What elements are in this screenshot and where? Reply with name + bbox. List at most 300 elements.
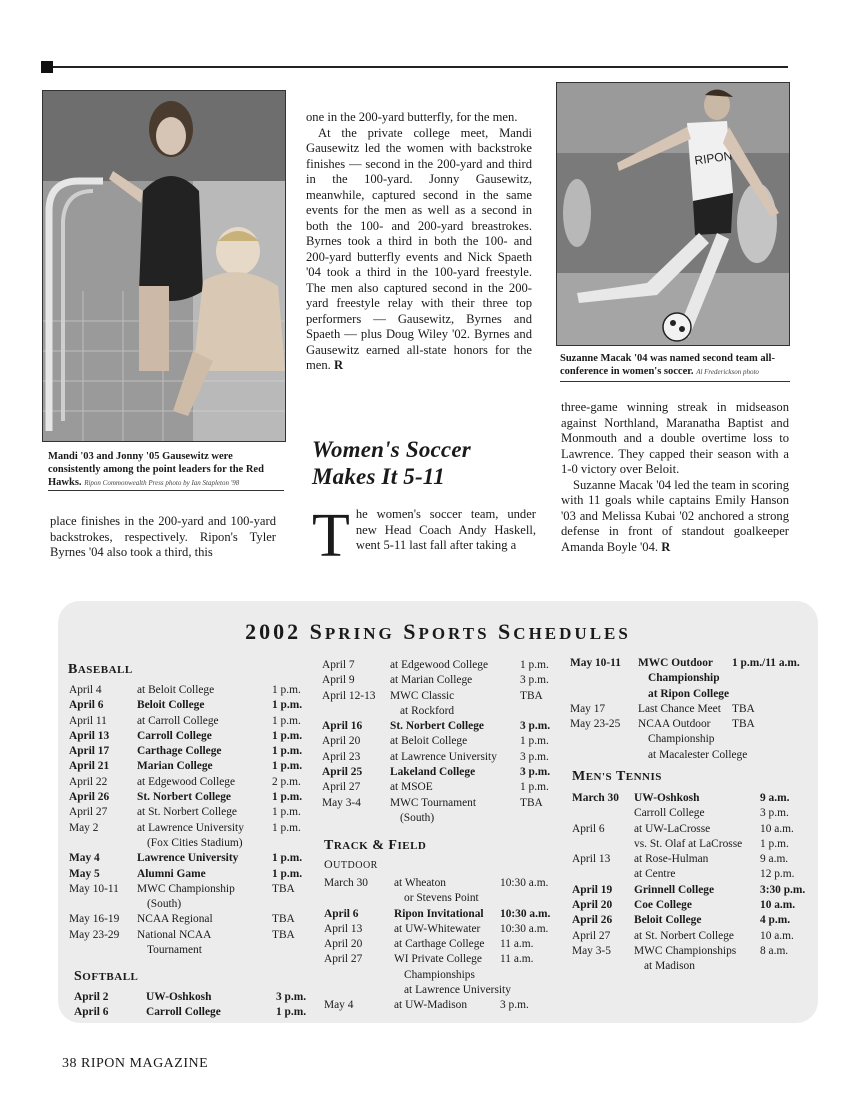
schedule-opponent bbox=[390, 658, 488, 673]
schedule-opponent-line: Carroll College bbox=[137, 729, 212, 742]
schedule-row bbox=[322, 796, 562, 827]
schedule-opponent-line: MWC Outdoor bbox=[638, 657, 713, 669]
schedule-opponent bbox=[638, 702, 721, 717]
soccer-headline: Women's Soccer Makes It 5-11 bbox=[312, 437, 471, 489]
schedule-opponent-line: MWC Championship bbox=[137, 882, 235, 895]
subheading-rest: UTDOOR bbox=[333, 860, 378, 871]
jersey-text: RIPON bbox=[693, 148, 734, 168]
swimmers-photo-credit: Ripon Commonwealth Press photo by Ian Stapleton '98 bbox=[84, 479, 240, 487]
schedule-row bbox=[572, 822, 812, 837]
schedule-time: TBA bbox=[732, 718, 755, 731]
heading-initial: T bbox=[324, 838, 334, 853]
soccer-photo bbox=[556, 82, 790, 346]
schedule-row bbox=[74, 990, 314, 1005]
schedule-time: 11 a.m. bbox=[500, 953, 534, 966]
heading-rest: RACK bbox=[333, 840, 369, 852]
schedule-opponent bbox=[394, 952, 511, 998]
schedule-row bbox=[570, 656, 810, 702]
schedule-opponent-line: Alumni Game bbox=[137, 867, 206, 880]
schedule-opponent bbox=[634, 852, 708, 867]
schedule-opponent bbox=[394, 922, 480, 937]
schedule-date: April 26 bbox=[572, 914, 613, 927]
schedule-row bbox=[324, 937, 564, 952]
schedule-row bbox=[572, 944, 812, 975]
schedule-time: 12 p.m. bbox=[760, 868, 795, 881]
schedule-opponent bbox=[137, 912, 213, 927]
heading-rest: EN'S bbox=[585, 771, 613, 783]
schedule-time: 1 p.m. bbox=[272, 791, 303, 804]
schedule-opponent-line: Beloit College bbox=[137, 699, 205, 712]
heading-initial: & bbox=[372, 838, 385, 853]
schedule-row bbox=[572, 883, 812, 898]
schedule-opponent bbox=[634, 867, 675, 882]
schedule-row bbox=[322, 658, 562, 673]
schedule-opponent bbox=[390, 689, 454, 720]
schedule-date: May 10-11 bbox=[570, 657, 621, 669]
schedule-date: May 3-4 bbox=[322, 796, 361, 809]
swimmers-photo bbox=[42, 90, 286, 442]
schedule-row bbox=[322, 734, 562, 749]
schedule-opponent-line: Tournament bbox=[147, 944, 202, 957]
schedule-time: 4 p.m. bbox=[760, 914, 791, 927]
softball-heading bbox=[74, 969, 138, 985]
schedule-opponent bbox=[137, 882, 235, 913]
column-2-paragraph-2: At the private college meet, Mandi Gausewitz led the women with backstroke finishes — second in the 200-yard and third in the 100-yard. Jonny Gausewitz, meanwhile, captured second in the same events for the men as well as a second in both the 100- and 200-yard breastrokes. Byrnes took a third in both the 100- and 200-yard butterfly events and Nick Spaeth '04 took a third in the 100-yard freestyle. The men also captured second in the 200-yard freestyle relay with their three top performers — Gausewitz, Byrnes and Spaeth — plus Doug Wiley '02. Byrnes and Gausewitz earned all-state honors for the men. bbox=[306, 125, 532, 372]
schedule-time: 1 p.m. bbox=[272, 729, 303, 742]
schedule-date: April 13 bbox=[69, 729, 110, 742]
schedule-date: April 13 bbox=[324, 922, 363, 935]
schedule-date: April 9 bbox=[322, 674, 355, 687]
schedule-date: May 4 bbox=[324, 999, 354, 1012]
schedule-row bbox=[322, 689, 562, 720]
header-rule bbox=[53, 66, 788, 68]
schedule-opponent-line: at Lawrence University bbox=[404, 984, 511, 997]
swimmers-caption-rule bbox=[48, 490, 284, 491]
schedule-opponent-line: at UW-LaCrosse bbox=[634, 822, 711, 835]
schedule-time: 1 p.m. bbox=[272, 852, 303, 865]
schedule-opponent bbox=[394, 907, 484, 922]
schedule-time: 10:30 a.m. bbox=[500, 877, 549, 889]
schedule-title-initial: S bbox=[498, 619, 514, 644]
schedule-opponent bbox=[394, 876, 479, 907]
schedule-opponent bbox=[137, 867, 206, 882]
schedule-row bbox=[69, 851, 309, 866]
schedule-row bbox=[322, 750, 562, 765]
schedule-date: May 10-11 bbox=[69, 882, 119, 895]
schedule-date: April 12-13 bbox=[322, 689, 376, 702]
subheading-initial: O bbox=[324, 857, 334, 871]
schedule-date: April 23 bbox=[322, 750, 361, 763]
tennis-schedule bbox=[572, 791, 812, 975]
schedule-time: 1 p.m. bbox=[276, 1006, 307, 1019]
schedule-title-word-2 bbox=[403, 619, 489, 644]
schedule-opponent bbox=[394, 998, 467, 1013]
soccer-photo-credit: Al Frederickson photo bbox=[696, 368, 759, 376]
schedule-opponent bbox=[634, 944, 736, 975]
schedule-date: May 23-29 bbox=[69, 928, 120, 941]
schedule-opponent bbox=[634, 837, 742, 852]
schedule-opponent bbox=[394, 937, 484, 952]
schedule-opponent bbox=[390, 719, 484, 734]
schedule-opponent-line: at Beloit College bbox=[390, 735, 468, 748]
schedule-time: 3 p.m. bbox=[500, 999, 529, 1012]
schedule-opponent-line: MWC Tournament bbox=[390, 796, 476, 809]
schedule-opponent bbox=[137, 928, 211, 959]
schedule-time: 1 p.m. bbox=[520, 659, 549, 671]
schedule-opponent bbox=[137, 759, 213, 774]
schedule-date: May 23-25 bbox=[570, 718, 621, 731]
schedule-opponent-line: MWC Championships bbox=[634, 944, 737, 957]
schedule-date: April 6 bbox=[69, 699, 104, 712]
schedule-opponent-line: at UW-Madison bbox=[394, 999, 468, 1012]
schedule-row bbox=[69, 775, 309, 790]
schedule-opponent-line: at Rockford bbox=[400, 704, 455, 717]
schedule-row bbox=[322, 780, 562, 795]
schedule-opponent-line: Carroll College bbox=[634, 807, 705, 820]
schedule-opponent bbox=[634, 791, 699, 806]
schedule-row bbox=[570, 702, 810, 717]
schedule-opponent bbox=[137, 851, 238, 866]
schedule-date: April 27 bbox=[69, 806, 108, 819]
schedule-time: 1 p.m. bbox=[520, 735, 549, 748]
schedule-row bbox=[322, 765, 562, 780]
schedule-opponent-line: St. Norbert College bbox=[390, 720, 484, 733]
schedule-date: April 25 bbox=[322, 766, 363, 779]
schedule-time: 3 p.m. bbox=[520, 720, 551, 733]
heading-rest: ASEBALL bbox=[77, 664, 133, 676]
page-number: 38 bbox=[62, 1056, 77, 1071]
magazine-name: RIPON MAGAZINE bbox=[81, 1056, 209, 1071]
schedule-opponent-line: at Macalester College bbox=[648, 748, 748, 761]
schedule-opponent-line: Championship bbox=[648, 733, 715, 746]
schedule-opponent bbox=[638, 656, 729, 702]
schedule-row bbox=[572, 929, 812, 944]
schedule-row bbox=[69, 867, 309, 882]
schedule-row bbox=[69, 912, 309, 927]
schedule-title-rest: PRING bbox=[324, 624, 395, 643]
heading-initial: S bbox=[74, 969, 83, 984]
schedule-title-word-3 bbox=[498, 619, 631, 644]
track-schedule-continued bbox=[570, 656, 810, 763]
schedule-opponent-line: vs. St. Olaf at LaCrosse bbox=[634, 837, 743, 850]
schedule-opponent-line: Coe College bbox=[634, 899, 692, 912]
schedule-date: May 2 bbox=[69, 821, 99, 834]
schedule-opponent bbox=[390, 796, 476, 827]
schedule-opponent-line: Carthage College bbox=[137, 745, 222, 758]
schedule-opponent-line: Lakeland College bbox=[390, 766, 476, 779]
schedule-time: 10 a.m. bbox=[760, 822, 794, 835]
schedule-time: 3:30 p.m. bbox=[760, 883, 806, 896]
schedule-opponent-line: at Madison bbox=[644, 960, 695, 973]
schedule-opponent-line: Carroll College bbox=[146, 1006, 221, 1019]
schedule-row bbox=[322, 719, 562, 734]
schedule-date: May 3-5 bbox=[572, 944, 611, 957]
schedule-opponent bbox=[634, 898, 692, 913]
schedule-date: April 27 bbox=[324, 953, 363, 966]
tennis-heading bbox=[572, 769, 662, 785]
schedule-time: 1 p.m. bbox=[272, 684, 301, 696]
schedule-title bbox=[58, 619, 818, 645]
schedule-time: 1 p.m. bbox=[272, 699, 303, 712]
softball-schedule bbox=[74, 990, 314, 1021]
schedule-opponent-line: (Fox Cities Stadium) bbox=[147, 836, 243, 849]
schedule-time: TBA bbox=[272, 882, 295, 895]
schedule-row bbox=[572, 837, 812, 852]
schedule-opponent bbox=[137, 790, 231, 805]
soccer-dropcap: T bbox=[312, 502, 350, 570]
schedule-opponent bbox=[390, 673, 472, 688]
soccer-caption-rule bbox=[560, 381, 790, 382]
heading-rest: IELD bbox=[397, 840, 427, 852]
column-2-text bbox=[306, 110, 532, 374]
schedule-opponent bbox=[634, 913, 701, 928]
schedule-time: TBA bbox=[272, 913, 295, 926]
schedule-opponent-line: St. Norbert College bbox=[137, 791, 231, 804]
schedule-date: April 22 bbox=[69, 775, 108, 788]
schedule-date: May 4 bbox=[69, 852, 100, 865]
schedule-opponent bbox=[146, 1005, 221, 1020]
schedule-row bbox=[69, 882, 309, 913]
column-1-text bbox=[50, 514, 276, 561]
schedule-opponent-line: at Beloit College bbox=[137, 684, 215, 696]
schedule-date: May 5 bbox=[69, 867, 100, 880]
track-subheading bbox=[324, 857, 378, 872]
schedule-opponent bbox=[137, 714, 219, 729]
schedule-opponent-line: at Centre bbox=[634, 868, 676, 881]
soccer-intro-text: he women's soccer team, under new Head Coach Andy Haskell, went 5-11 last fall after taking a bbox=[355, 507, 536, 552]
soccer-intro bbox=[312, 502, 536, 570]
schedule-date: April 20 bbox=[572, 899, 613, 912]
schedule-opponent bbox=[390, 765, 475, 780]
schedule-date: April 13 bbox=[572, 853, 611, 866]
baseball-schedule bbox=[69, 683, 309, 958]
schedule-opponent-line: at Carroll College bbox=[137, 714, 219, 727]
schedule-time: 1 p.m. bbox=[272, 806, 301, 819]
schedule-row bbox=[324, 907, 564, 922]
schedule-date: April 16 bbox=[322, 720, 363, 733]
schedule-date: April 17 bbox=[69, 745, 110, 758]
column-3-paragraph-1: three-game winning streak in midseason against Northland, Maranatha Baptist and Monmouth and a double overtime loss to Lawrence. They capped their season with a 1-0 victory over Beloit. bbox=[561, 400, 789, 476]
schedule-time: 3 p.m. bbox=[520, 766, 551, 779]
column-3-paragraph-2: Suzanne Macak '04 led the team in scoring with 11 goals while captains Emily Hanson '03 and Melissa Kubai '02 anchored a strong defense in front of standout goalkeeper Amanda Boyle '04. bbox=[561, 477, 789, 554]
schedule-row bbox=[69, 714, 309, 729]
schedule-opponent-line: Grinnell College bbox=[634, 883, 715, 896]
schedule-time: 11 a.m. bbox=[500, 938, 534, 951]
header-rule-block bbox=[41, 61, 53, 73]
schedule-opponent-line: at Lawrence University bbox=[390, 750, 497, 763]
schedule-opponent-line: UW-Oshkosh bbox=[634, 792, 700, 804]
track-heading bbox=[324, 838, 426, 854]
schedule-row bbox=[324, 998, 564, 1013]
schedule-date: April 26 bbox=[69, 791, 110, 804]
schedule-opponent bbox=[137, 683, 214, 698]
schedule-time: 1 p.m. bbox=[272, 714, 301, 727]
schedule-opponent-line: at Wheaton bbox=[394, 877, 446, 889]
schedule-time: TBA bbox=[520, 689, 543, 702]
heading-initial: T bbox=[615, 769, 626, 784]
schedule-time: 10 a.m. bbox=[760, 929, 794, 942]
schedule-opponent-line: Championship bbox=[648, 672, 720, 685]
swimmers-caption bbox=[48, 450, 286, 490]
column-3-endmark: R bbox=[661, 539, 671, 554]
column-2-paragraph-1: one in the 200-yard butterfly, for the men. bbox=[306, 110, 518, 124]
schedule-opponent-line: Championships bbox=[404, 968, 475, 981]
schedule-title-initial: S bbox=[309, 619, 325, 644]
schedule-opponent-line: (South) bbox=[147, 898, 182, 911]
schedule-time: 1 p.m. bbox=[272, 760, 303, 773]
schedule-row bbox=[572, 913, 812, 928]
schedule-time: 10:30 a.m. bbox=[500, 907, 551, 920]
schedule-time: 1 p.m. bbox=[272, 745, 303, 758]
schedule-row bbox=[69, 759, 309, 774]
schedule-opponent-line: (South) bbox=[400, 811, 435, 824]
schedule-opponent-line: at Rose-Hulman bbox=[634, 853, 709, 866]
schedule-opponent bbox=[137, 729, 212, 744]
schedule-opponent-line: at MSOE bbox=[390, 781, 433, 794]
schedule-date: April 19 bbox=[572, 883, 613, 896]
schedule-opponent-line: NCAA Outdoor bbox=[638, 718, 711, 731]
schedule-date: April 2 bbox=[74, 991, 109, 1003]
schedule-time: 8 a.m. bbox=[760, 944, 789, 957]
schedule-date: April 20 bbox=[324, 938, 363, 951]
schedule-opponent bbox=[137, 744, 221, 759]
schedule-opponent-line: UW-Oshkosh bbox=[146, 991, 212, 1003]
heading-initial: M bbox=[572, 769, 586, 784]
schedule-time: 10:30 a.m. bbox=[500, 922, 549, 935]
swimmers-illustration bbox=[43, 91, 285, 441]
schedule-opponent-line: at Edgewood College bbox=[137, 775, 236, 788]
schedule-time: TBA bbox=[272, 928, 295, 941]
soccer-caption bbox=[560, 352, 792, 379]
schedule-time: 9 a.m. bbox=[760, 792, 790, 804]
schedule-row bbox=[572, 791, 812, 806]
schedule-row bbox=[572, 852, 812, 867]
soccer-illustration bbox=[557, 83, 789, 345]
schedule-time: TBA bbox=[732, 702, 755, 715]
schedule-opponent-line: Beloit College bbox=[634, 914, 702, 927]
schedule-row bbox=[572, 806, 812, 821]
schedule-opponent bbox=[634, 929, 734, 944]
schedule-time: 1 p.m. bbox=[272, 867, 303, 880]
heading-rest: OFTBALL bbox=[82, 971, 139, 983]
schedule-opponent-line: MWC Classic bbox=[390, 689, 455, 702]
schedule-row bbox=[322, 673, 562, 688]
schedule-title-rest: PORTS bbox=[418, 624, 490, 643]
schedule-opponent bbox=[137, 805, 237, 820]
schedule-opponent-line: WI Private College bbox=[394, 953, 482, 966]
schedule-date: April 6 bbox=[572, 822, 605, 835]
schedule-row bbox=[69, 744, 309, 759]
schedule-opponent bbox=[634, 883, 714, 898]
schedule-opponent bbox=[634, 806, 705, 821]
schedule-title-year: 2002 bbox=[245, 619, 302, 644]
schedule-date: March 30 bbox=[324, 877, 368, 889]
schedule-opponent-line: at St. Norbert College bbox=[634, 929, 734, 942]
schedule-row bbox=[69, 805, 309, 820]
schedule-opponent-line: at Edgewood College bbox=[390, 659, 489, 671]
schedule-opponent-line: at Marian College bbox=[390, 674, 473, 687]
schedule-opponent-line: National NCAA bbox=[137, 928, 212, 941]
schedule-opponent-line: Last Chance Meet bbox=[638, 702, 721, 715]
schedule-opponent-line: Ripon Invitational bbox=[394, 907, 484, 920]
schedule-date: April 27 bbox=[572, 929, 611, 942]
schedule-date: April 4 bbox=[69, 684, 102, 696]
schedule-row bbox=[69, 821, 309, 852]
column-2-endmark: R bbox=[334, 358, 344, 372]
schedule-row bbox=[74, 1005, 314, 1020]
heading-initial: F bbox=[388, 838, 398, 853]
schedule-opponent bbox=[137, 821, 244, 852]
column-3-text bbox=[561, 400, 789, 555]
schedule-date: April 27 bbox=[322, 781, 361, 794]
schedule-row bbox=[570, 717, 810, 763]
schedule-opponent bbox=[137, 775, 235, 790]
heading-rest: ENNIS bbox=[625, 771, 662, 783]
track-schedule bbox=[324, 876, 564, 1014]
schedule-time: 1 p.m. bbox=[272, 821, 301, 834]
schedule-date: March 30 bbox=[572, 792, 619, 804]
baseball-heading bbox=[68, 662, 133, 678]
schedule-opponent-line: Marian College bbox=[137, 760, 213, 773]
schedule-opponent-line: at UW-Whitewater bbox=[394, 922, 481, 935]
page-footer bbox=[62, 1056, 208, 1072]
heading-initial: B bbox=[68, 662, 78, 677]
schedule-row bbox=[69, 790, 309, 805]
schedule-opponent-line: at St. Norbert College bbox=[137, 806, 237, 819]
schedule-opponent-line: at Carthage College bbox=[394, 938, 485, 951]
schedule-date: April 11 bbox=[69, 714, 107, 727]
schedule-date: May 17 bbox=[570, 702, 606, 715]
schedule-title-word-1 bbox=[310, 619, 395, 644]
schedule-time: 1 p.m. bbox=[520, 781, 549, 794]
schedule-date: May 16-19 bbox=[69, 913, 120, 926]
schedule-opponent bbox=[390, 780, 433, 795]
schedule-date: April 20 bbox=[322, 735, 361, 748]
schedule-row bbox=[324, 876, 564, 907]
schedule-row bbox=[572, 867, 812, 882]
swimmers-caption-text: Mandi '03 and Jonny '05 Gausewitz were consistently among the point leaders for the Red Hawks. bbox=[48, 451, 264, 488]
schedule-opponent bbox=[634, 822, 710, 837]
schedule-title-rest: CHEDULES bbox=[513, 624, 631, 643]
schedule-time: 1 p.m. bbox=[760, 837, 789, 850]
schedule-opponent-line: or Stevens Point bbox=[404, 892, 479, 905]
schedule-opponent bbox=[638, 717, 747, 763]
schedule-title-initial: S bbox=[403, 619, 419, 644]
schedule-time: 3 p.m. bbox=[520, 750, 549, 763]
schedule-time: 3 p.m. bbox=[520, 674, 549, 687]
schedule-time: 1 p.m./11 a.m. bbox=[732, 657, 800, 669]
schedule-time: 9 a.m. bbox=[760, 853, 789, 866]
soccer-caption-text: Suzanne Macak '04 was named second team all-conference in women's soccer. bbox=[560, 353, 775, 377]
schedule-row bbox=[69, 729, 309, 744]
schedule-row bbox=[572, 898, 812, 913]
schedule-row bbox=[69, 928, 309, 959]
schedule-date: April 7 bbox=[322, 659, 355, 671]
schedule-date: April 21 bbox=[69, 760, 110, 773]
schedule-time: 3 p.m. bbox=[276, 991, 307, 1003]
schedule-opponent bbox=[390, 734, 467, 749]
schedule-opponent bbox=[146, 990, 211, 1005]
schedule-row bbox=[324, 922, 564, 937]
schedule-opponent bbox=[137, 698, 204, 713]
schedule-time: 2 p.m. bbox=[272, 775, 301, 788]
column-1-paragraph: place finishes in the 200-yard and 100-yard backstrokes, respectively. Ripon's Tyler Byrnes '04 also took a third, this bbox=[50, 514, 276, 559]
schedule-time: TBA bbox=[520, 796, 543, 809]
softball-schedule-continued bbox=[322, 658, 562, 826]
schedule-row bbox=[324, 952, 564, 998]
schedule-date: April 6 bbox=[324, 907, 359, 920]
schedule-row bbox=[69, 698, 309, 713]
